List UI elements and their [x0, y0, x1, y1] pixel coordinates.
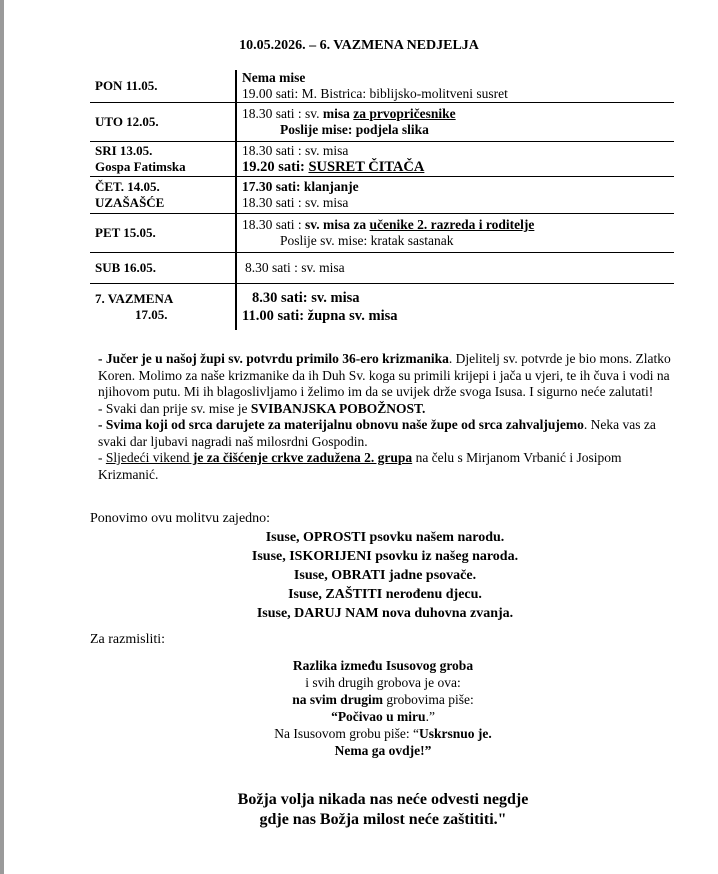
info-line-2: Poslije mise: podjela slika — [280, 122, 429, 137]
info-text-underlined: SUSRET ČITAČA — [308, 159, 425, 175]
info-line-1: 17.30 sati: klanjanje — [242, 179, 359, 194]
info-text: 18.30 sati : sv. — [242, 106, 323, 121]
schedule-row-wed — [90, 142, 674, 177]
info-cell — [235, 253, 674, 283]
info-cell — [235, 142, 674, 176]
announcement-2 — [90, 401, 680, 418]
quote-text: Na Isusovom grobu piše: “ — [274, 726, 419, 741]
quote-text: grobovima piše: — [383, 692, 474, 707]
day-sublabel: Gospa Fatimska — [95, 159, 186, 174]
reflection-quote — [90, 657, 676, 759]
day-sublabel: UZAŠAŠĆE — [95, 195, 165, 210]
info-line-1: 8.30 sati : sv. misa — [245, 260, 345, 275]
info-text-underlined: za prvopričesnike — [353, 106, 456, 121]
day-cell — [90, 177, 235, 213]
prayer-intro: Ponovimo ovu molitvu zajedno: — [90, 511, 271, 526]
day-cell — [90, 103, 235, 141]
day-cell — [90, 214, 235, 252]
page-title: 10.05.2026. – 6. VAZMENA NEDJELJA — [239, 38, 479, 53]
announcements — [90, 351, 680, 483]
prayer-line: Isuse, OPROSTI psovku našem narodu. — [265, 530, 505, 545]
closing-line: Božja volja nikada nas neće odvesti negdje — [237, 791, 529, 808]
schedule-table — [90, 70, 674, 330]
day-cell — [90, 142, 235, 176]
announcement-bold: SVIBANJSKA POBOŽNOST. — [250, 400, 426, 416]
day-label: PON 11.05. — [95, 78, 158, 93]
info-text-bold: misa — [322, 106, 350, 121]
quote-text: .” — [425, 709, 435, 724]
page-left-edge — [0, 0, 4, 874]
announcement-bold: - Svima koji od srca darujete za materijalnu obnovu naše župe od srca zahvaljujemo — [98, 417, 584, 432]
announcement-text: - Svaki dan prije sv. mise je — [98, 400, 251, 416]
quote-bold: “Počivao u miru — [331, 709, 426, 724]
quote-line: Nema ga ovdje!” — [334, 743, 432, 758]
announcement-4 — [90, 450, 680, 483]
schedule-row-fri — [90, 214, 674, 253]
schedule-row-sun — [90, 284, 674, 330]
day-label: SUB 16.05. — [95, 260, 157, 275]
quote-bold: na svim drugim — [292, 692, 383, 707]
info-line-1: Nema mise — [242, 70, 306, 85]
announcement-text: . Djelitelj sv. potvrde je bio mons. Zlatko Koren. Molimo za naše krizmanike da ih Duh Sv. koga su primili krijepi i jača u vjeri, te ih čuva i vodi na njihovom putu. Mi ih blagoslivljamo i želimo im da se uvijek drže svoga Isusa. I sigurno neće zalutati! — [98, 351, 671, 399]
info-line-2: Poslije sv. mise: kratak sastanak — [280, 233, 454, 248]
quote-bold: Uskrsnuo je. — [418, 726, 492, 741]
announcement-text: - — [98, 450, 106, 465]
day-sublabel: 17.05. — [135, 307, 168, 322]
info-line-2 — [242, 159, 674, 175]
announcement-text: na čelu s Mirjanom Vrbanić i Josipom Krizmanić. — [98, 450, 622, 482]
info-line-2: 18.30 sati : sv. misa — [242, 195, 349, 210]
prayer-line: Isuse, ISKORIJENI psovku iz našeg naroda. — [251, 549, 519, 564]
info-text: 19.20 sati: — [242, 159, 309, 175]
quote-line — [90, 691, 676, 708]
closing-quote — [90, 790, 676, 830]
day-cell — [90, 253, 235, 283]
schedule-row-thu — [90, 177, 674, 214]
info-cell — [235, 177, 674, 213]
info-text-underlined: učenike 2. razreda i roditelje — [369, 217, 535, 232]
day-cell — [90, 284, 235, 330]
announcement-text: . Neka vas za svaki dar ljubavi nagradi naš milosrdni Gospodin. — [98, 417, 656, 449]
info-cell — [235, 214, 674, 252]
info-text-bold: sv. misa za — [305, 217, 370, 232]
info-cell — [235, 103, 674, 141]
info-line-2: 11.00 sati: župna sv. misa — [242, 308, 398, 324]
schedule-row-sat — [90, 253, 674, 284]
prayer-line: Isuse, DARUJ NAM nova duhovna zvanja. — [256, 606, 514, 621]
schedule-row-mon — [90, 70, 674, 103]
day-cell — [90, 70, 235, 102]
quote-line: i svih drugih grobova je ova: — [305, 675, 461, 690]
day-label: ČET. 14.05. — [95, 179, 160, 194]
quote-line: Razlika između Isusovog groba — [292, 658, 474, 673]
announcement-1 — [90, 351, 680, 401]
info-line-1 — [242, 217, 674, 233]
announcement-3 — [90, 417, 680, 450]
announcement-bold: je za čišćenje crkve zadužena 2. grupa — [189, 450, 413, 465]
day-label: UTO 12.05. — [95, 114, 159, 129]
info-text: 18.30 sati : — [242, 217, 305, 232]
info-line-1: 18.30 sati : sv. misa — [242, 143, 349, 158]
quote-line — [90, 708, 676, 725]
info-cell — [235, 284, 674, 330]
prayer-line: Isuse, OBRATI jadne psovače. — [293, 568, 477, 583]
info-cell — [235, 70, 674, 102]
day-label: PET 15.05. — [95, 225, 156, 240]
closing-line: gdje nas Božja milost neće zaštititi." — [259, 811, 507, 828]
info-line-2: 19.00 sati: M. Bistrica: biblijsko-molitveni susret — [242, 86, 508, 101]
day-label: 7. VAZMENA — [95, 291, 174, 306]
announcement-bold: - Jučer je u našoj župi sv. potvrdu primilo 36-ero krizmanika — [98, 351, 449, 366]
quote-line — [90, 725, 676, 742]
reflection-label: Za razmisliti: — [90, 632, 166, 647]
day-label: SRI 13.05. — [95, 143, 153, 158]
prayer — [90, 528, 680, 623]
schedule-row-tue — [90, 103, 674, 142]
announcement-underlined: Sljedeći vikend — [105, 450, 190, 465]
info-line-1: 8.30 sati: sv. misa — [252, 290, 360, 306]
prayer-line: Isuse, ZAŠTITI nerođenu djecu. — [288, 587, 482, 602]
info-line-1 — [242, 106, 674, 122]
